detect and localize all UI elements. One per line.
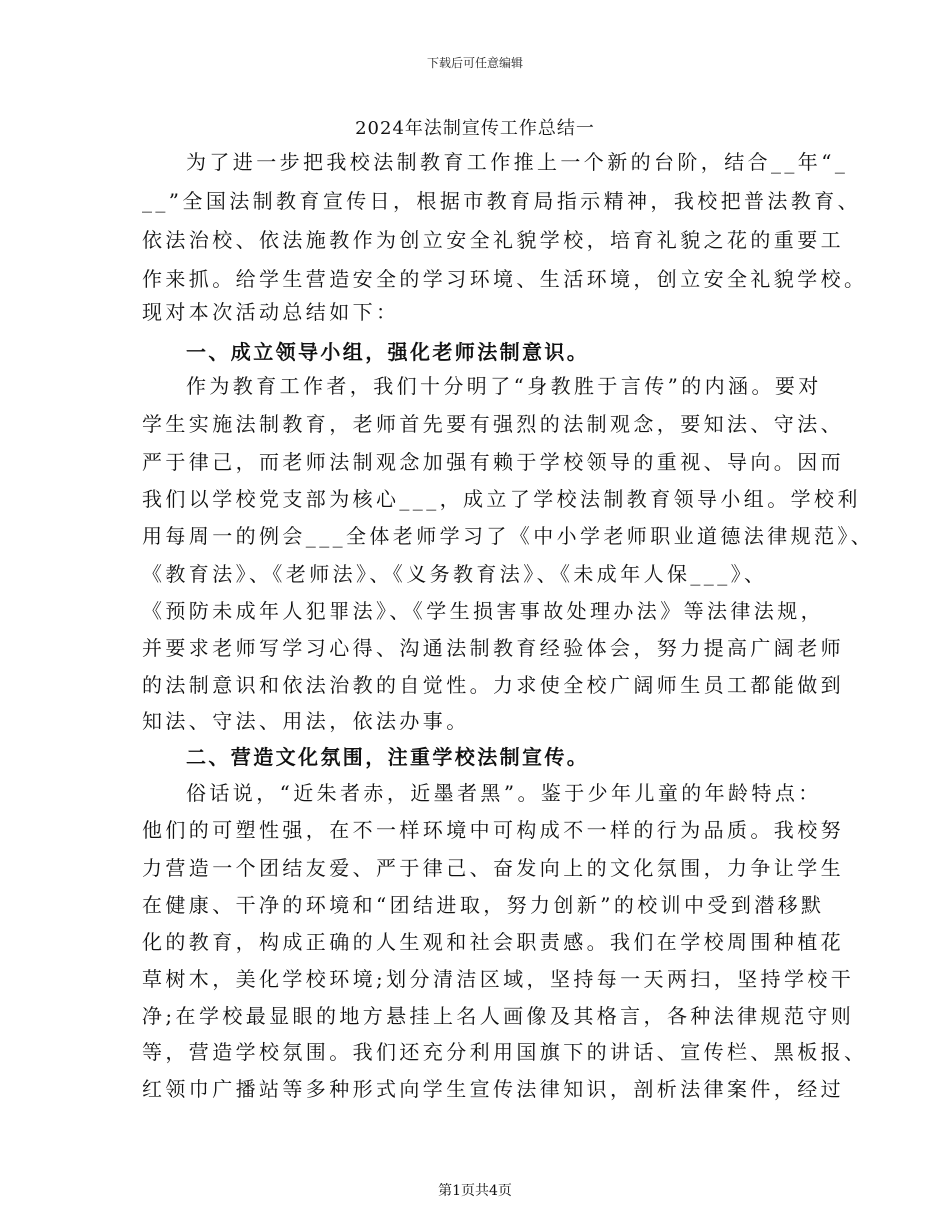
- paragraph-line: 化的教育，构成正确的人生观和社会职责感。我们在学校周围种植花: [142, 930, 844, 954]
- paragraph-line: 我们以学校党支部为核心___，成立了学校法制教育领导小组。学校利: [142, 487, 861, 511]
- paragraph-line: 力营造一个团结友爱、严于律己、奋发向上的文化氛围，力争让学生: [142, 856, 844, 880]
- paragraph-line: 学生实施法制教育，老师首先要有强烈的法制观念，要知法、守法、: [142, 412, 844, 436]
- paragraph-line: 他们的可塑性强，在不一样环境中可构成不一样的行为品质。我校努: [142, 818, 844, 842]
- paragraph-line: 净;在学校最显眼的地方悬挂上名人画像及其格言，各种法律规范守则: [142, 1004, 855, 1028]
- paragraph-line: 在健康、干净的环境和“团结进取，努力创新”的校训中受到潜移默: [142, 893, 825, 917]
- paragraph-line: 知法、守法、用法，依法办事。: [142, 709, 470, 733]
- paragraph-line: __”全国法制教育宣传日，根据市教育局指示精神，我校把普法教育、: [142, 189, 862, 213]
- paragraph-line: 《教育法》、《老师法》、《义务教育法》、《未成年人保___》、: [142, 562, 768, 586]
- paragraph-line: 作为教育工作者，我们十分明了“身教胜于言传”的内涵。要对: [186, 374, 822, 398]
- paragraph-line: 作来抓。给学生营造安全的学习环境、生活环境，创立安全礼貌学校。: [142, 267, 868, 291]
- paragraph-line: 严于律己，而老师法制观念加强有赖于学校领导的重视、导向。因而: [142, 450, 844, 474]
- header-note: 下载后可任意编辑: [426, 56, 523, 70]
- paragraph-line: 草树木，美化学校环境;划分清洁区域，坚持每一天两扫，坚持学校干: [142, 967, 855, 991]
- page-number: 第1页共4页: [438, 1183, 512, 1199]
- document-title: 2024年法制宣传工作总结一: [355, 118, 595, 139]
- paragraph-line: 用每周一的例会___全体老师学习了《中小学老师职业道德法律规范》、: [142, 524, 875, 548]
- paragraph-line: 依法治校、依法施教作为创立安全礼貌学校，培育礼貌之花的重要工: [142, 228, 844, 252]
- paragraph-line: 等，营造学校氛围。我们还充分利用国旗下的讲话、宣传栏、黑板报、: [142, 1040, 868, 1064]
- paragraph-line: 俗话说，“近朱者赤，近墨者黑”。鉴于少年儿童的年龄特点：: [186, 781, 822, 805]
- section-heading-1: 一、成立领导小组，强化老师法制意识。: [186, 340, 590, 364]
- paragraph-line: 现对本次活动总结如下：: [142, 300, 400, 324]
- paragraph-line: 的法制意识和依法治教的自觉性。力求使全校广阔师生员工都能做到: [142, 673, 844, 697]
- paragraph-line: 《预防未成年人犯罪法》、《学生损害事故处理办法》等法律法规，: [142, 599, 824, 623]
- paragraph-line: 红领巾广播站等多种形式向学生宣传法律知识，剖析法律案件，经过: [142, 1077, 844, 1101]
- paragraph-line: 为了进一步把我校法制教育工作推上一个新的台阶，结合__年“_: [186, 150, 849, 174]
- section-heading-2: 二、营造文化氛围，注重学校法制宣传。: [186, 745, 590, 769]
- paragraph-line: 并要求老师写学习心得、沟通法制教育经验体会，努力提高广阔老师: [142, 636, 844, 660]
